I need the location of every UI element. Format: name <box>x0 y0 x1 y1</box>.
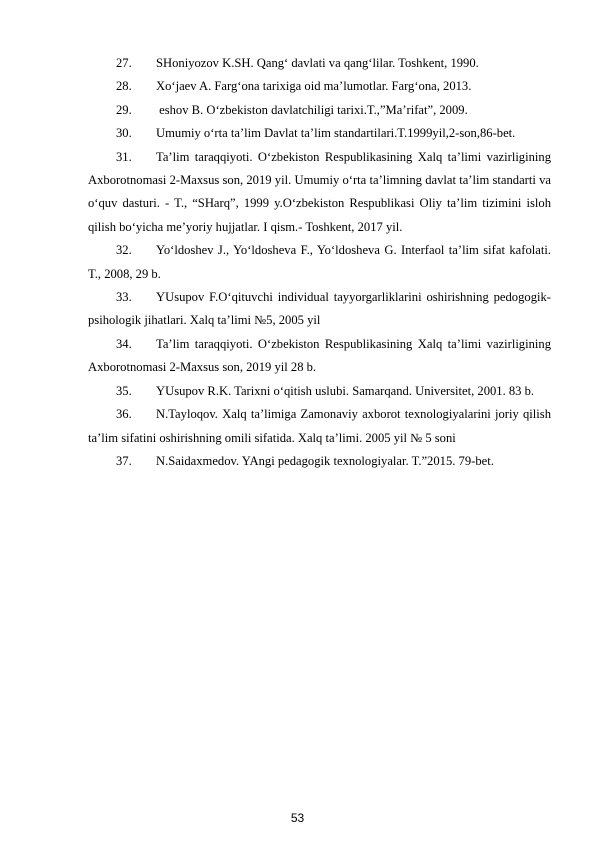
reference-list <box>88 52 551 473</box>
reference-number: 37. <box>116 453 132 468</box>
reference-item-29 <box>88 99 551 122</box>
reference-item-30 <box>88 122 551 145</box>
reference-item-31 <box>88 146 551 240</box>
reference-text: YUsupov R.K. Tarixni o‘qitish uslubi. Samarqand. Universitet, 2001. 83 b. <box>156 383 535 398</box>
reference-number: 34. <box>116 336 132 351</box>
reference-text: N.Saidaxmedov. YAngi pedagogik texnologiyalar. T.”2015. 79-bet. <box>156 453 494 468</box>
reference-text: N.Tayloqov. Xalq ta’limiga Zamonaviy axborot texnologiyalarini joriy qilish ta’lim sifatini oshirishning omili sifatida. Xalq ta’limi. 2005 yil № 5 soni <box>88 407 551 445</box>
reference-text: Ta’lim taraqqiyoti. O‘zbekiston Respublikasining Xalq ta’limi vazirligining Axborotnomasi 2-Maxsus son, 2019 yil. Umumiy o‘rta ta’limning davlat ta’lim standarti va o‘quv dasturi. - T., “SHarq”, 1999 y.O‘zbekiston Respublikasi Oliy ta’lim tizimini isloh qilish bo‘yicha me’yoriy hujjatlar. I qism.- Toshkent, 2017 yil. <box>88 149 551 234</box>
reference-item-34 <box>88 333 551 380</box>
reference-text: Yo‘ldoshev J., Yo‘ldosheva F., Yo‘ldosheva G. Interfaol ta’lim sifat kafolati. T., 2008, 29 b. <box>88 243 551 281</box>
reference-text: SHoniyozov K.SH. Qang‘ davlati va qang‘lilar. Toshkent, 1990. <box>156 56 479 70</box>
reference-number: 27. <box>116 56 132 70</box>
reference-number: 30. <box>116 126 132 141</box>
page-number: 53 <box>290 811 305 825</box>
reference-text: Xo‘jaev A. Farg‘ona tarixiga oid ma’lumotlar. Farg‘ona, 2013. <box>156 79 472 94</box>
reference-item-32 <box>88 239 551 286</box>
reference-number: 35. <box>116 383 132 398</box>
reference-number: 33. <box>116 290 132 305</box>
reference-item-35 <box>88 380 551 403</box>
reference-text: eshov B. O‘zbekiston davlatchiligi tarixi.T.,”Ma’rifat”, 2009. <box>156 102 468 117</box>
reference-number: 32. <box>116 243 132 258</box>
reference-number: 28. <box>116 79 132 94</box>
reference-number: 29. <box>116 102 132 117</box>
reference-text: YUsupov F.O‘qituvchi individual tayyorgarliklarini oshirishning pedogogik-psihologik jihatlari. Xalq ta’limi №5, 2005 yil <box>88 290 551 328</box>
reference-number: 36. <box>116 407 132 422</box>
reference-text: Ta’lim taraqqiyoti. O‘zbekiston Respublikasining Xalq ta’limi vazirligining Axborotnomasi 2-Maxsus son, 2019 yil 28 b. <box>88 336 551 375</box>
reference-item-27 <box>88 52 551 75</box>
reference-item-37 <box>88 450 551 473</box>
reference-text: Umumiy o‘rta ta’lim Davlat ta’lim standartilari.T.1999yil,2-son,86-bet. <box>156 126 516 141</box>
reference-item-28 <box>88 75 551 98</box>
reference-number: 31. <box>116 149 132 164</box>
reference-item-36 <box>88 403 551 450</box>
reference-item-33 <box>88 286 551 333</box>
